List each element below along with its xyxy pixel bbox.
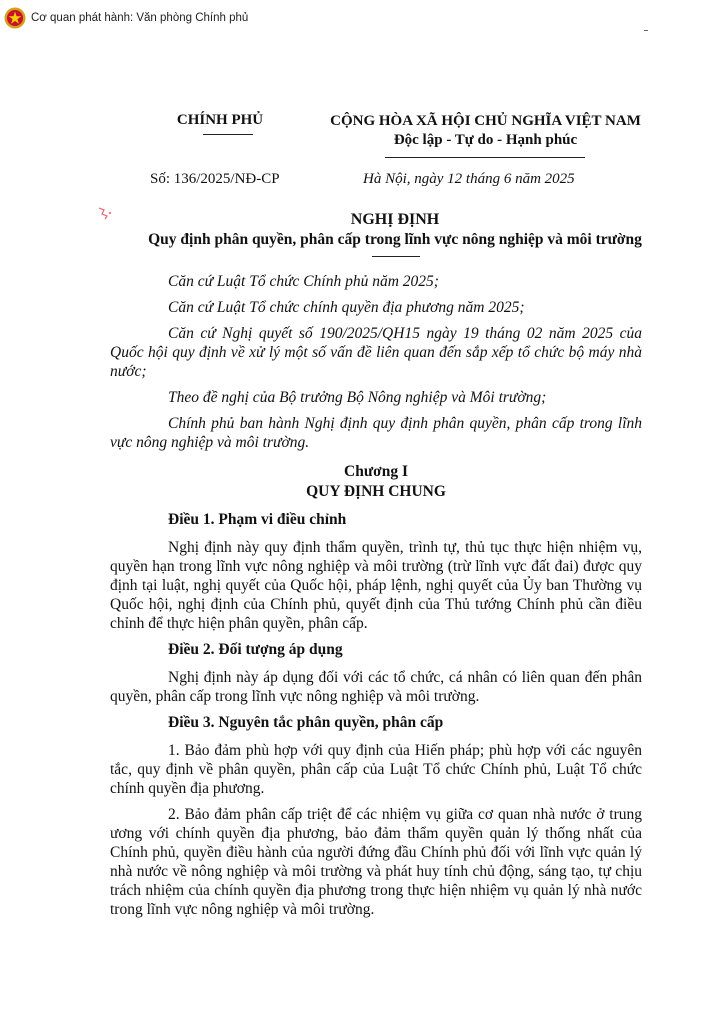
national-heading <box>318 112 653 150</box>
chapter-heading <box>110 462 642 502</box>
document-number: Số: 136/2025/NĐ-CP <box>150 171 280 187</box>
article-paragraph: 1. Bảo đảm phù hợp với quy định của Hiến pháp; phù hợp với các nguyên tắc, quy định về phân quyền, phân cấp của Luật Tổ chức Chính phủ, Luật Tổ chức chính quyền địa phương. <box>110 742 642 797</box>
preamble-paragraph: Căn cứ Luật Tổ chức chính quyền địa phương năm 2025; <box>168 299 525 316</box>
article-heading: Điều 2. Đối tượng áp dụng <box>168 641 343 658</box>
preamble-paragraph: Căn cứ Luật Tổ chức Chính phủ năm 2025; <box>168 273 439 290</box>
chapter-name: QUY ĐỊNH CHUNG <box>306 483 446 500</box>
article-heading: Điều 3. Nguyên tắc phân quyền, phân cấp <box>168 714 444 731</box>
nation-name: CỘNG HÒA XÃ HỘI CHỦ NGHĨA VIỆT NAM <box>330 113 641 129</box>
preamble-paragraph: Căn cứ Nghị quyết số 190/2025/QH15 ngày 19 tháng 02 năm 2025 của Quốc hội quy định về xử lý một số vấn đề liên quan đến sắp xếp tổ chức bộ máy nhà nước; <box>110 325 642 380</box>
article-heading: Điều 1. Phạm vi điều chỉnh <box>168 511 347 528</box>
article-paragraph: 2. Bảo đảm phân cấp triệt để các nhiệm vụ giữa cơ quan nhà nước ở trung ương với chính quyền địa phương, bảo đảm thẩm quyền quản lý thống nhất của Chính phủ, quyền điều hành của người đứng đầu Chính phủ đối với lĩnh vực quản lý nhà nước về nông nghiệp và môi trường và phát huy tính chủ động, sáng tạo, tự chịu trách nhiệm của chính quyền địa phương trong thực hiện nhiệm vụ quản lý nhà nước trong lĩnh vực nông nghiệp và môi trường. <box>110 806 642 918</box>
title-underline <box>372 256 420 257</box>
document-subject: Quy định phân quyền, phân cấp trong lĩnh vực nông nghiệp và môi trường <box>148 231 642 248</box>
issuer-bar <box>0 0 724 36</box>
preamble-paragraph: Chính phủ ban hành Nghị định quy định phân quyền, phân cấp trong lĩnh vực nông nghiệp và môi trường. <box>110 415 642 451</box>
preamble-paragraph: Theo đề nghị của Bộ trưởng Bộ Nông nghiệp và Môi trường; <box>168 389 547 406</box>
issuer-underline <box>203 134 253 135</box>
document-type: NGHỊ ĐỊNH <box>350 211 440 228</box>
place-date: Hà Nội, ngày 12 tháng 6 năm 2025 <box>363 171 575 187</box>
chapter-number: Chương I <box>344 463 408 480</box>
issuer-name: CHÍNH PHỦ <box>176 112 264 128</box>
scan-mark <box>644 30 648 31</box>
motto-underline <box>385 157 585 158</box>
national-motto: Độc lập - Tự do - Hạnh phúc <box>393 132 578 148</box>
article-paragraph: Nghị định này quy định thẩm quyền, trình tự, thủ tục thực hiện nhiệm vụ, quyền hạn trong lĩnh vực nông nghiệp và môi trường (trừ lĩnh vực đất đai) được quy định tại luật, nghị quyết của Quốc hội, pháp lệnh, nghị quyết của Ủy ban Thường vụ Quốc hội, nghị định của Chính phủ, quyết định của Thủ tướng Chính phủ cần điều chỉnh để thực hiện phân quyền, phân cấp. <box>110 539 642 632</box>
national-emblem-icon <box>4 7 26 29</box>
issuer-label: Cơ quan phát hành: Văn phòng Chính phủ <box>31 12 249 24</box>
document-title <box>110 210 680 250</box>
document-body <box>110 272 642 926</box>
article-paragraph: Nghị định này áp dụng đối với các tổ chức, cá nhân có liên quan đến phân quyền, phân cấp trong lĩnh vực nông nghiệp và môi trường. <box>110 669 642 705</box>
